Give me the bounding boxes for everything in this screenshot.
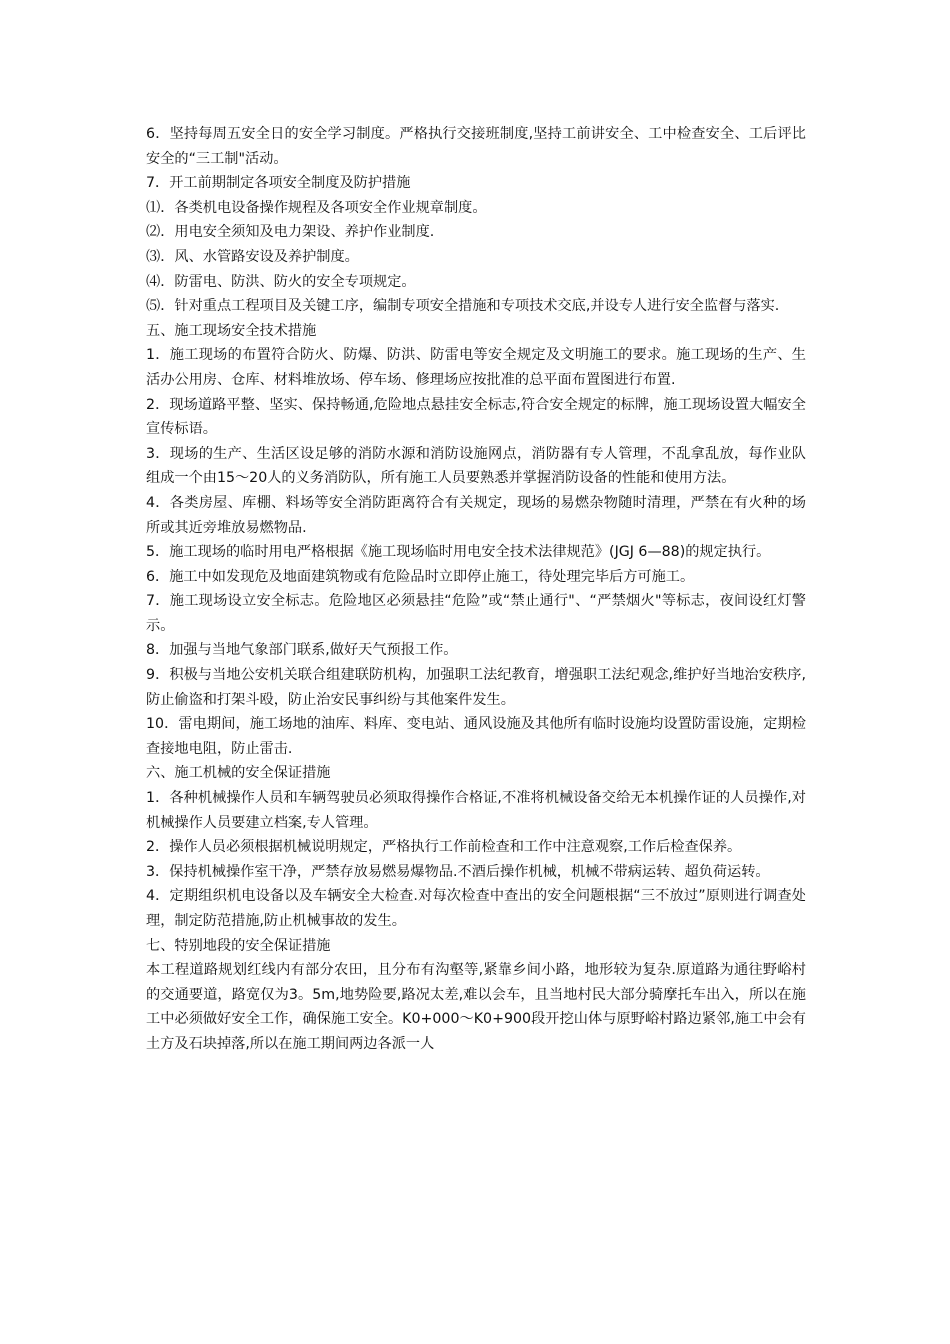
paragraph: 4．各类房屋、库棚、料场等安全消防距离符合有关规定，现场的易燃杂物随时清理，严禁在有火种的场所或其近旁堆放易燃物品.	[146, 494, 806, 536]
paragraph: 4．定期组织机电设备以及车辆安全大检查.对每次检查中查出的安全问题根据“三不放过”原则进行调查处理，制定防范措施,防止机械事故的发生。	[146, 888, 806, 929]
paragraph: 1．各种机械操作人员和车辆驾驶员必须取得操作合格证,不准将机械设备交给无本机操作证的人员操作,对机械操作人员要建立档案,专人管理。	[146, 790, 806, 831]
paragraph: ⑷．防雷电、防洪、防火的安全专项规定。	[146, 273, 416, 290]
paragraph: 7．施工现场设立安全标志。危险地区必须悬挂“危险”或“禁止通行"、“严禁烟火"等标志，夜间设红灯警示。	[146, 593, 806, 634]
paragraph: ⑵．用电安全须知及电力架设、养护作业制度.	[146, 224, 435, 241]
paragraph: ⑶．风、水管路安设及养护制度。	[146, 248, 359, 265]
paragraph: ⑸．针对重点工程项目及关键工序，编制专项安全措施和专项技术交底,并设专人进行安全监督与落实.	[146, 298, 780, 315]
section-heading: 七、特别地段的安全保证措施	[146, 937, 331, 954]
paragraph: 5．施工现场的临时用电严格根据《施工现场临时用电安全技术法律规范》(JGJ 6—88)的规定执行。	[146, 544, 771, 561]
paragraph: 10．雷电期间，施工场地的油库、料库、变电站、通风设施及其他所有临时设施均设置防雷设施，定期检查接地电阻，防止雷击.	[146, 716, 806, 757]
section-heading: 六、施工机械的安全保证措施	[146, 765, 331, 782]
paragraph: 2．操作人员必须根据机械说明规定，严格执行工作前检查和工作中注意观察,工作后检查保养。	[146, 839, 742, 856]
paragraph: 3．现场的生产、生活区设足够的消防水源和消防设施网点，消防器有专人管理，不乱拿乱放，每作业队组成一个由15～20人的义务消防队，所有施工人员要熟悉并掌握消防设备的性能和使用方法。	[146, 445, 806, 487]
paragraph: 1．施工现场的布置符合防火、防爆、防洪、防雷电等安全规定及文明施工的要求。施工现场的生产、生活办公用房、仓库、材料堆放场、停车场、修理场应按批准的总平面布置图进行布置.	[146, 347, 806, 388]
paragraph: 7．开工前期制定各项安全制度及防护措施	[146, 175, 411, 192]
paragraph: 6．施工中如发现危及地面建筑物或有危险品时立即停止施工，待处理完毕后方可施工。	[146, 568, 695, 585]
paragraph: ⑴．各类机电设备操作规程及各项安全作业规章制度。	[146, 199, 487, 216]
paragraph: 6．坚持每周五安全日的安全学习制度。严格执行交接班制度,坚持工前讲安全、工中检查安全、工后评比安全的“三工制"活动。	[146, 126, 806, 167]
paragraph: 2．现场道路平整、坚实、保持畅通,危险地点悬挂安全标志,符合安全规定的标牌，施工现场设置大幅安全宣传标语。	[146, 396, 806, 438]
paragraph: 8．加强与当地气象部门联系,做好天气预报工作。	[146, 642, 458, 659]
document-page	[146, 122, 806, 1057]
paragraph: 9．积极与当地公安机关联合组建联防机构，加强职工法纪教育，增强职工法纪观念,维护好当地治安秩序,防止偷盗和打架斗殴，防止治安民事纠纷与其他案件发生。	[146, 667, 806, 708]
section-heading: 五、施工现场安全技术措施	[146, 322, 317, 339]
paragraph: 3．保持机械操作室干净，严禁存放易燃易爆物品.不酒后操作机械，机械不带病运转、超负荷运转。	[146, 863, 770, 880]
paragraph: 本工程道路规划红线内有部分农田，且分布有沟壑等,紧靠乡间小路，地形较为复杂.原道路为通往野峪村的交通要道，路宽仅为3。5m,地势险要,路况太差,难以会车，且当地村民大部分骑摩托车出入，所以在施工中必须做好安全工作，确保施工安全。K0+000～K0+900段开挖山体与原野峪村路边紧邻,施工中会有土方及石块掉落,所以在施工期间两边各派一人	[146, 962, 806, 1052]
